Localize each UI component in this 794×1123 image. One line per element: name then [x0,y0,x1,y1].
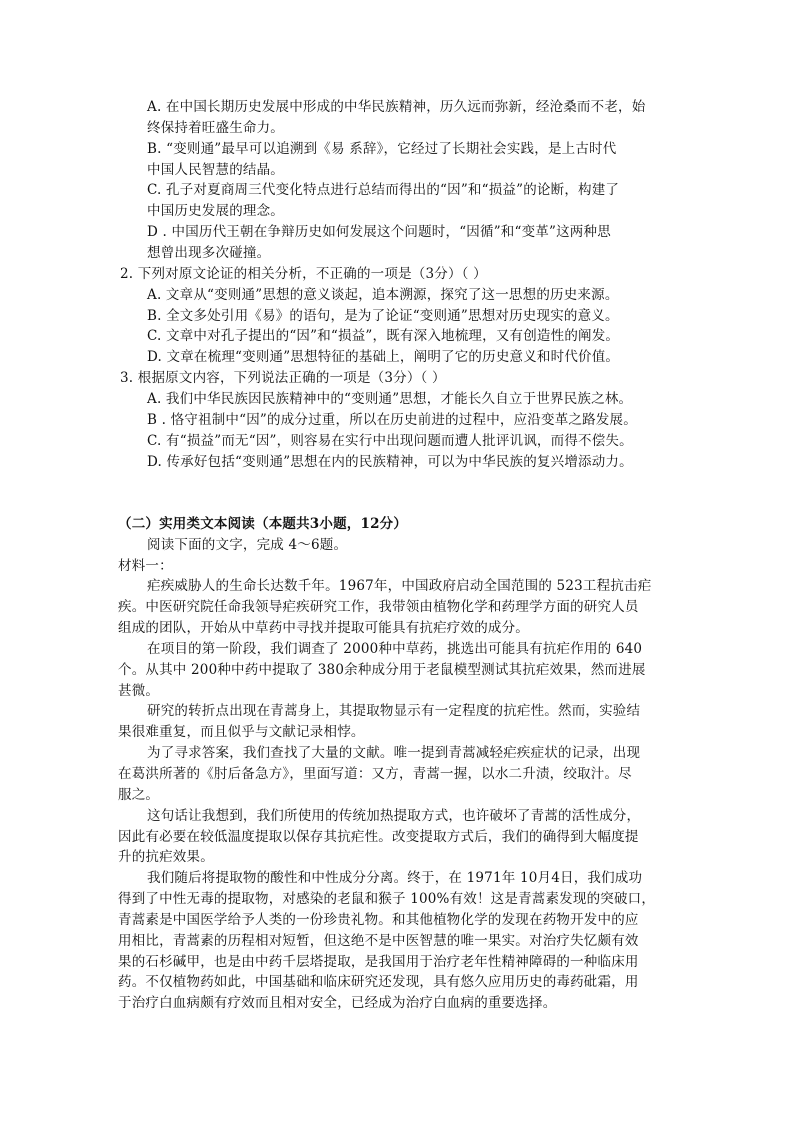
para6-line5: 果的石杉碱甲，也是由中药千层塔提取，是我国用于治疗老年性精神障碍的一种临床用 [118,954,639,970]
para4-line3: 服之。 [118,787,160,803]
q2-stem: 2. 下列对原文论证的相关分析，不正确的一项是（3分）（ ） [120,266,487,282]
para4-line1: 为了寻求答案，我们查找了大量的文献。唯一提到青蒿减轻疟疾症状的记录，出现 [147,745,641,761]
para1-line3: 组成的团队，开始从中草药中寻找并提取可能具有抗疟疗效的成分。 [118,620,529,636]
para6-line7: 于治疗白血病颇有疗效而且相对安全，已经成为治疗白血病的重要选择。 [118,995,557,1011]
material-label: 材料一： [118,558,173,574]
para3-line2: 果很难重复，而且似乎与文献记录相悖。 [118,724,365,740]
q3-option-a: A. 我们中华民族因民族精神中的“变则通”思想，才能长久自立于世界民族之林。 [147,391,633,407]
q3-stem: 3. 根据原文内容，下列说法正确的一项是（3分）（ ） [120,370,446,386]
para6-line3: 青蒿素是中国医学给予人类的一份珍贵礼物。和其他植物化学的发现在药物开发中的应 [118,912,639,928]
para2-line3: 甚微。 [118,683,160,699]
para1-line1: 疟疾威胁人的生命长达数千年。1967年，中国政府启动全国范围的 523工程抗击疟 [147,578,652,594]
para1-line2: 疾。中医研究院任命我领导疟疾研究工作，我带领由植物化学和药理学方面的研究人员 [118,599,639,615]
para2-line1: 在项目的第一阶段，我们调查了 2000种中草药，挑选出可能具有抗疟作用的 640 [147,641,643,657]
q2-option-d: D. 文章在梳理“变则通”思想特征的基础上，阐明了它的历史意义和时代价值。 [147,349,620,365]
para5-line2: 因此有必要在较低温度提取以保存其抗疟性。改变提取方式后，我们的确得到大幅度提 [118,829,639,845]
q3-option-c: C. 有“损益”而无“因”，则容易在实行中出现问题而遭人批评讥讽，而得不偿失。 [147,433,633,449]
q2-option-b: B. 全文多处引用《易》的语句，是为了论证“变则通”思想对历史现实的意义。 [147,308,619,324]
section-title: （二）实用类文本阅读（本题共3小题，12分） [118,516,408,532]
q1-option-a-line1: A. 在中国长期历史发展中形成的中华民族精神，历久远而弥新，经沧桑而不老，始 [147,99,646,115]
q1-option-c-line1: C. 孔子对夏商周三代变化特点进行总结而得出的“因”和“损益”的论断，构建了 [147,182,620,198]
q1-option-b-line1: B. “变则通”最早可以追溯到《易 系辞》，它经过了长期社会实践，是上古时代 [147,141,617,157]
para5-line1: 这句话让我想到，我们所使用的传统加热提取方式，也许破坏了青蒿的活性成分， [147,808,641,824]
q2-option-c: C. 文章中对孔子提出的“因”和“损益”，既有深入地梳理，又有创造性的阐发。 [147,328,620,344]
q1-option-a-line2: 终保持着旺盛生命力。 [147,120,284,136]
q2-option-a: A. 文章从“变则通”思想的意义谈起，追本溯源，探究了这一思想的历史来源。 [147,287,619,303]
q1-option-d-line1: D . 中国历代王朝在争辩历史如何发展这个问题时，“因循”和“变革”这两种思 [147,224,611,240]
q1-option-c-line2: 中国历史发展的理念。 [147,203,284,219]
para4-line2: 在葛洪所著的《肘后备急方》，里面写道：又方，青蒿一握，以水二升渍，绞取汁。尽 [118,766,632,782]
q3-option-b: B . 恪守祖制中“因”的成分过重，所以在历史前进的过程中，应沿变革之路发展。 [147,412,637,428]
para3-line1: 研究的转折点出现在青蒿身上，其提取物显示有一定程度的抗疟性。然而，实验结 [147,703,641,719]
para6-line2: 得到了中性无毒的提取物，对感染的老鼠和猴子 100%有效！这是青蒿素发现的突破口， [118,891,656,907]
q1-option-d-line2: 想曾出现多次碰撞。 [147,245,271,261]
section-instruction: 阅读下面的文字，完成 4～6题。 [147,537,348,553]
para6-line1: 我们随后将提取物的酸性和中性成分分离。终于，在 1971年 10月4日，我们成功 [147,870,643,886]
para6-line6: 药。不仅植物药如此，中国基础和临床研究还发现，具有悠久应用历史的毒药砒霜，用 [118,974,639,990]
q3-option-d: D. 传承好包括“变则通”思想在内的民族精神，可以为中华民族的复兴增添动力。 [147,454,633,470]
para2-line2: 个。从其中 200种中药中提取了 380余种成分用于老鼠模型测试其抗疟效果，然而进展 [118,662,646,678]
para6-line4: 用相比，青蒿素的历程相对短暂，但这绝不是中医智慧的唯一果实。对治疗失忆颇有效 [118,933,639,949]
q1-option-b-line2: 中国人民智慧的结晶。 [147,162,284,178]
para5-line3: 升的抗疟效果。 [118,849,214,865]
